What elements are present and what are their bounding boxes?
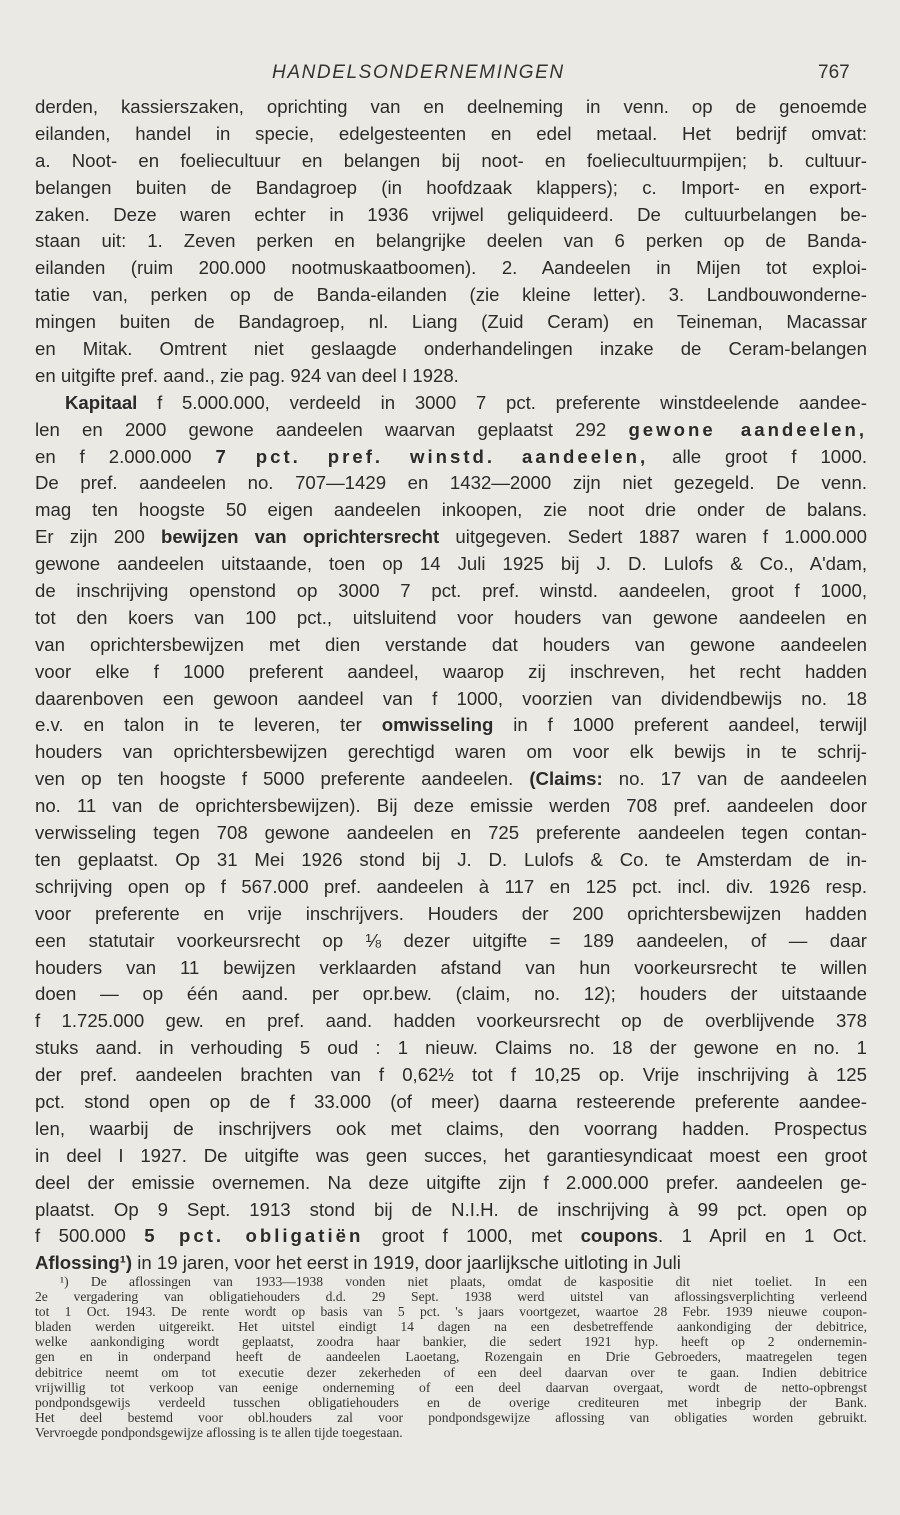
body-line — [35, 1170, 867, 1197]
text-segment: plaatst. Op 9 Sept. 1913 stond bij de N.I.H. de inschrijving à 99 pct. open op — [35, 1198, 867, 1220]
text-segment: len, waarbij de inschrijvers ook met claims, den voorrang hadden. Prospectus — [35, 1117, 867, 1139]
text-segment: f 5.000.000, verdeeld in 3000 7 pct. preferente winstdeelende aandee- — [137, 391, 867, 413]
text-segment: Kapitaal — [65, 391, 138, 413]
text-segment: no. 17 van de aandeelen — [602, 768, 867, 790]
text-segment: no. 11 van de oprichtersbewijzen). Bij deze emissie werden 708 pref. aandeelen door — [35, 795, 867, 817]
footnote-line: Het deel bestemd voor obl.houders zal voor pondpondsgewijze aflossing van obligaties worden gebruikt. — [35, 1409, 867, 1425]
body-line — [35, 578, 867, 605]
footnote-line: 2e vergadering van obligatiehouders d.d. 29 Sept. 1938 werd uitstel van aflossingsverplichting verleend — [35, 1289, 867, 1305]
text-segment: houders van oprichtersbewijzen gerechtigd waren om voor elk bewijs in te schrij- — [35, 741, 867, 763]
body-line — [35, 470, 867, 497]
text-segment: uitgegeven. Sedert 1887 waren f 1.000.000 — [439, 526, 867, 548]
footnote-line: bladen werden uitgereikt. Het uitstel eindigt 14 dagen na een desbetreffende aankondiging der debitrice, — [35, 1319, 867, 1335]
body-line — [35, 766, 867, 793]
text-segment: groot f 1000, met — [363, 1225, 581, 1247]
text-segment: en f 2.000.000 — [35, 445, 216, 467]
body-line — [35, 739, 867, 766]
text-segment: coupons — [580, 1225, 659, 1247]
text-segment: mag ten hoogste 50 eigen aandeelen inkoopen, zie noot drie onder de balans. — [35, 499, 867, 521]
body-line — [35, 1089, 867, 1116]
text-segment: a. Noot- en foeliecultuur en belangen bij noot- en foeliecultuurmpijen; b. cultuur- — [35, 149, 867, 171]
text-segment: houders van 11 bewijzen verklaarden afstand van hun voorkeursrecht te willen — [35, 956, 867, 978]
text-segment: in 19 jaren, voor het eerst in 1919, door jaarlijksche uitloting in Juli — [132, 1252, 681, 1274]
text-segment: staan uit: 1. Zeven perken en belangrijke deelen van 6 perken op de Banda- — [35, 230, 867, 252]
text-segment: voor preferente en vrije inschrijvers. Houders der 200 oprichtersbewijzen hadden — [35, 902, 867, 924]
body-line — [35, 686, 867, 713]
text-segment: een statutair voorkeursrecht op ⅛ dezer uitgifte = 189 aandeelen, of — daar — [35, 929, 867, 951]
text-segment: en uitgifte pref. aand., zie pag. 924 van deel I 1928. — [35, 364, 459, 386]
body-line — [35, 363, 867, 390]
footnote-line: vrijwillig tot verkoop van eenige onderneming of een deel daarvan overgaat, wordt de netto-opbrengst — [35, 1379, 867, 1395]
text-segment: daarenboven een gewoon aandeel van f 1000, voorzien van dividendbewijs no. 18 — [35, 687, 867, 709]
page-number: 767 — [818, 62, 850, 83]
text-segment: 5 pct. obligatiën — [144, 1225, 364, 1247]
body-line — [35, 1062, 867, 1089]
body-line — [35, 632, 867, 659]
text-segment: de inschrijving openstond op 3000 7 pct. pref. winstd. aandeelen, groot f 1000, — [35, 580, 867, 602]
body-line — [35, 712, 867, 739]
text-segment: . 1 April en 1 Oct. — [658, 1225, 867, 1247]
footnote-line: welke aankondiging wordt geplaatst, zoodra haar bankier, die sedert 1921 hyp. heeft op 2 ondernemin- — [35, 1334, 867, 1350]
text-segment: gewone aandeelen uitstaande, toen op 14 Juli 1925 bij J. D. Lulofs & Co., A'dam, — [35, 553, 867, 575]
body-line — [35, 1197, 867, 1224]
text-segment: schrijving open op f 567.000 pref. aandeelen à 117 en 125 pct. incl. div. 1926 resp. — [35, 875, 867, 897]
body-line — [35, 793, 867, 820]
body-line — [35, 336, 867, 363]
text-segment: in deel I 1927. De uitgifte was geen succes, het garantiesyndicaat moest een groot — [35, 1144, 867, 1166]
text-segment: van oprichtersbewijzen met dien verstande dat houders van gewone aandeelen — [35, 633, 867, 655]
text-segment: f 500.000 — [35, 1225, 145, 1247]
text-segment: bewijzen van oprichtersrecht — [160, 526, 440, 548]
text-segment: De pref. aandeelen no. 707—1429 en 1432—2000 zijn niet gezegeld. De venn. — [35, 472, 867, 494]
text-segment: zaken. Deze waren echter in 1936 vrijwel geliquideerd. De cultuurbelangen be- — [35, 203, 867, 225]
text-segment: (Claims: — [529, 768, 603, 790]
footnote-line: gen en in onderpand heeft de aandeelen Laoetang, Rozengain en Drie Gebroeders, maatregelen tegen — [35, 1349, 867, 1365]
text-segment: voor elke f 1000 preferent aandeel, waarop zij inschreven, het recht hadden — [35, 660, 867, 682]
text-segment: gewone aandeelen, — [628, 418, 867, 440]
text-segment: f 1.725.000 gew. en pref. aand. hadden voorkeursrecht op de overblijvende 378 — [35, 1010, 867, 1032]
text-segment: alle groot f 1000. — [648, 445, 867, 467]
text-segment: verwisseling tegen 708 gewone aandeelen en 725 preferente aandeelen tegen contan- — [35, 822, 867, 844]
body-line — [35, 955, 867, 982]
body-line — [35, 524, 867, 551]
text-segment: in f 1000 preferent aandeel, terwijl — [493, 714, 867, 736]
body-line — [35, 659, 867, 686]
footnote-line: ¹) De aflossingen van 1933—1938 vonden niet plaats, omdat de kaspositie dit niet toeliet. In een — [60, 1274, 867, 1289]
text-segment: mingen buiten de Bandagroep, nl. Liang (Zuid Ceram) en Teineman, Macassar — [35, 311, 867, 333]
footnote — [35, 1274, 867, 1440]
text-segment: len en 2000 gewone aandeelen waarvan geplaatst 292 — [35, 418, 629, 440]
body-line — [35, 820, 867, 847]
body-line — [35, 928, 867, 955]
body-line — [35, 175, 867, 202]
text-segment: deel der emissie overnemen. Na deze uitgifte zijn f 2.000.000 prefer. aandeelen ge- — [35, 1171, 867, 1193]
body-line — [35, 901, 867, 928]
text-segment: doen — op één aand. per opr.bew. (claim, no. 12); houders der uitstaande — [35, 983, 867, 1005]
body-line — [35, 94, 867, 121]
body-line — [35, 1035, 867, 1062]
body-line — [35, 1223, 867, 1250]
text-segment: pct. stond open op de f 33.000 (of meer) daarna resteerende preferente aandee- — [35, 1090, 867, 1112]
body-line — [35, 228, 867, 255]
body-line — [35, 551, 867, 578]
body-line — [35, 255, 867, 282]
text-segment: en Mitak. Omtrent niet geslaagde onderhandelingen inzake de Ceram-belangen — [35, 338, 867, 360]
body-line — [35, 282, 867, 309]
body-line — [35, 390, 867, 417]
running-header-title: HANDELSONDERNEMINGEN — [272, 62, 565, 83]
body-line — [35, 497, 867, 524]
footnote-line: pondpondsgewijs verdeeld tusschen obligatiehouders en de overige crediteuren met inbegrip der Bank. — [35, 1394, 867, 1410]
body-line — [35, 1008, 867, 1035]
text-segment: derden, kassierszaken, oprichting van en deelneming in venn. op de genoemde — [35, 96, 867, 117]
body-line — [35, 121, 867, 148]
text-segment: belangen buiten de Bandagroep (in hoofdzaak klappers); c. Import- en export- — [35, 176, 867, 198]
footnote-line: Vervroegde pondpondsgewijze aflossing is te allen tijde toegestaan. — [35, 1424, 403, 1440]
body-line — [35, 444, 867, 471]
text-segment: omwisseling — [381, 714, 494, 736]
body-line — [35, 417, 867, 444]
text-segment: tatie van, perken op de Banda-eilanden (zie kleine letter). 3. Landbouwonderne- — [35, 284, 867, 306]
body-text — [35, 94, 867, 1277]
body-line — [35, 981, 867, 1008]
body-line — [35, 605, 867, 632]
body-line — [35, 847, 867, 874]
text-segment: Er zijn 200 — [35, 526, 161, 548]
text-segment: eilanden (ruim 200.000 nootmuskaatboomen). 2. Aandeelen in Mijen tot exploi- — [35, 257, 867, 279]
text-segment: eilanden, handel in specie, edelgesteenten en edel metaal. Het bedrijf omvat: — [35, 122, 867, 144]
body-line — [35, 874, 867, 901]
text-segment: 7 pct. pref. winstd. aandeelen, — [215, 445, 649, 467]
body-line — [35, 202, 867, 229]
body-line — [35, 1143, 867, 1170]
text-segment: stuks aand. in verhouding 5 oud : 1 nieuw. Claims no. 18 der gewone en no. 1 — [35, 1037, 867, 1059]
text-segment: ven op ten hoogste f 5000 preferente aandeelen. — [35, 768, 530, 790]
footnote-line: debitrice neemt om tot executie dezer zekerheden of een deel daarvan over te gaan. Indien debitrice — [35, 1364, 867, 1380]
text-segment: ten geplaatst. Op 31 Mei 1926 stond bij J. D. Lulofs & Co. te Amsterdam de in- — [35, 848, 867, 870]
body-line — [35, 1116, 867, 1143]
body-line — [35, 309, 867, 336]
text-segment: tot den koers van 100 pct., uitsluitend voor houders van gewone aandeelen en — [35, 606, 867, 628]
footnote-line: tot 1 Oct. 1943. De rente wordt op basis van 5 pct. 's jaars voortgezet, waartoe 28 Febr. 1939 nieuwe coupon- — [35, 1304, 867, 1320]
text-segment: der pref. aandeelen brachten van f 0,62½ tot f 10,25 op. Vrije inschrijving à 125 — [35, 1064, 867, 1086]
text-segment: Aflossing¹) — [35, 1252, 133, 1274]
text-segment: e.v. en talon in te leveren, ter — [35, 714, 382, 736]
body-line — [35, 148, 867, 175]
